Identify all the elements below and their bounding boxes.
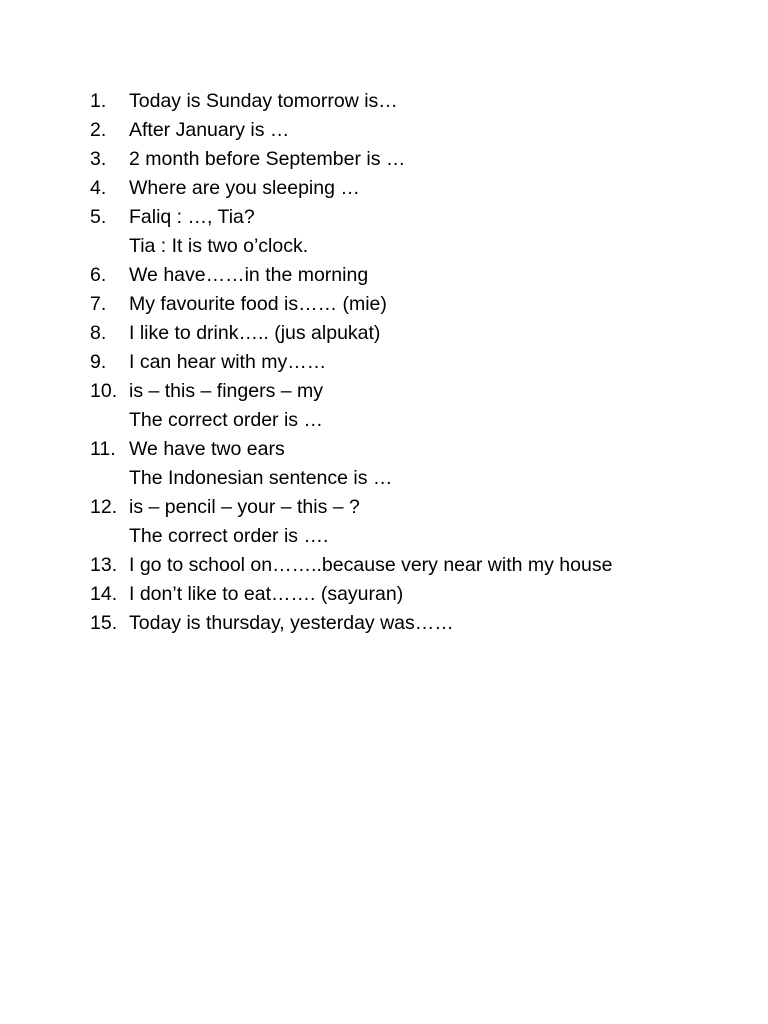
question-text: Tia : It is two o’clock. [129,235,309,257]
question-item [90,290,730,319]
question-number: 8. [90,322,107,344]
question-continuation-line [90,464,730,493]
question-continuation-line [90,232,730,261]
question-text: After January is … [129,119,290,141]
question-item [90,145,730,174]
question-number: 7. [90,293,107,315]
question-number [90,464,129,493]
question-text: I don’t like to eat……. (sayuran) [129,583,404,605]
question-text: I can hear with my…… [129,351,327,373]
question-item [90,261,730,290]
question-line [90,348,730,377]
question-text: 2 month before September is … [129,148,406,170]
question-number: 2. [90,119,107,141]
question-list [90,87,730,638]
question-text: My favourite food is…… (mie) [129,293,387,315]
question-number [90,406,129,435]
question-text: I go to school on……..because very near with my house [129,554,613,576]
question-line [90,290,730,319]
question-item [90,348,730,377]
question-text: Today is thursday, yesterday was…… [129,612,454,634]
question-number [90,522,129,551]
question-line [90,377,730,406]
question-continuation-line [90,522,730,551]
question-line [90,203,730,232]
question-line [90,435,730,464]
question-line [90,261,730,290]
question-line [90,174,730,203]
question-text: Today is Sunday tomorrow is… [129,90,398,112]
question-item [90,174,730,203]
question-line [90,551,730,580]
question-item [90,87,730,116]
question-number: 5. [90,206,107,228]
question-text: is – pencil – your – this – ? [129,496,360,518]
question-item [90,377,730,435]
question-number: 6. [90,264,107,286]
question-continuation-line [90,406,730,435]
question-number [90,232,129,261]
question-item [90,203,730,261]
question-number: 10. [90,380,118,402]
question-line [90,145,730,174]
question-text: We have two ears [129,438,285,460]
question-number: 12. [90,496,118,518]
question-item [90,116,730,145]
question-line [90,493,730,522]
question-item [90,609,730,638]
question-text: The Indonesian sentence is … [129,467,393,489]
question-item [90,580,730,609]
question-number: 15. [90,612,118,634]
question-item [90,493,730,551]
question-number: 1. [90,90,107,112]
question-number: 4. [90,177,107,199]
question-text: Where are you sleeping … [129,177,360,199]
question-number: 9. [90,351,107,373]
question-item [90,551,730,580]
question-number: 3. [90,148,107,170]
question-text: is – this – fingers – my [129,380,323,402]
question-line [90,87,730,116]
question-number: 13. [90,554,118,576]
question-line [90,580,730,609]
question-line [90,319,730,348]
question-text: Faliq : …, Tia? [129,206,255,228]
question-text: The correct order is … [129,409,323,431]
question-text: I like to drink….. (jus alpukat) [129,322,381,344]
question-number: 14. [90,583,118,605]
question-text: The correct order is …. [129,525,329,547]
question-item [90,319,730,348]
question-line [90,116,730,145]
question-line [90,609,730,638]
question-item [90,435,730,493]
question-number: 11. [90,438,116,460]
question-text: We have……in the morning [129,264,369,286]
